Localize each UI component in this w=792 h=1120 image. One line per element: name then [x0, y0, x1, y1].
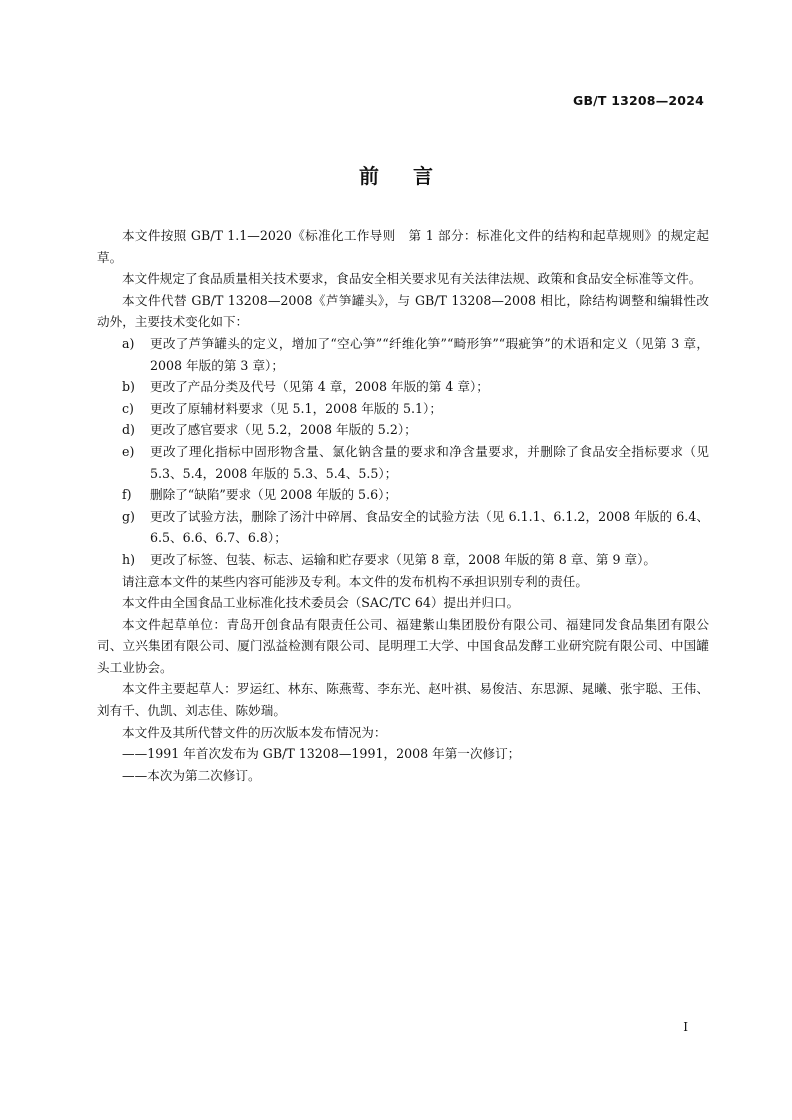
- list-item: [97, 333, 709, 376]
- preface-body: [97, 225, 709, 786]
- list-text: 更改了试验方法，删除了汤汁中碎屑、食品安全的试验方法（见 6.1.1、6.1.2，2008 年版的 6.4、6.5、6.6、6.7、6.8）；: [150, 508, 709, 546]
- list-text: 更改了理化指标中固形物含量、氯化钠含量的要求和净含量要求，并删除了食品安全指标要求（见 5.3、5.4，2008 年版的 5.3、5.4、5.5）；: [150, 443, 709, 481]
- paragraph: 本文件主要起草人：罗运红、林东、陈燕莺、李东光、赵叶祺、易俊洁、东思源、晁曦、张宇聪、王伟、刘有千、仇凯、刘志佳、陈妙瑞。: [97, 681, 709, 719]
- paragraph: 本文件起草单位：青岛开创食品有限责任公司、福建紫山集团股份有限公司、福建同发食品集团有限公司、立兴集团有限公司、厦门泓益检测有限公司、昆明理工大学、中国食品发酵工业研究院有限公司、中国罐头工业协会。: [97, 616, 709, 675]
- page-title: 前言: [359, 164, 467, 188]
- list-marker: a): [122, 335, 135, 351]
- list-text: 更改了标签、包装、标志、运输和贮存要求（见第 8 章，2008 年版的第 8 章、第 9 章）。: [150, 551, 656, 567]
- list-text: 删除了“缺陷”要求（见 2008 年版的 5.6）；: [150, 487, 397, 503]
- list-marker: f): [122, 487, 132, 503]
- list-item: [97, 484, 709, 506]
- list-marker: g): [122, 508, 135, 524]
- list-item: [97, 376, 709, 398]
- list-item: [97, 398, 709, 420]
- history-item: ——1991 年首次发布为 GB/T 13208—1991，2008 年第一次修订；: [122, 746, 521, 762]
- list-item: [97, 506, 709, 549]
- paragraph: 本文件代替 GB/T 13208—2008《芦笋罐头》，与 GB/T 13208—2008 相比，除结构调整和编辑性改动外，主要技术变化如下：: [97, 292, 709, 330]
- list-marker: e): [122, 443, 135, 459]
- paragraph: 请注意本文件的某些内容可能涉及专利。本文件的发布机构不承担识别专利的责任。: [122, 573, 588, 589]
- list-text: 更改了感官要求（见 5.2，2008 年版的 5.2）；: [150, 422, 417, 438]
- list-marker: h): [122, 551, 136, 567]
- list-marker: c): [122, 400, 134, 416]
- list-item: [97, 549, 709, 571]
- list-marker: d): [122, 422, 135, 438]
- history-item: ——本次为第二次修订。: [122, 767, 261, 783]
- list-marker: b): [122, 379, 135, 395]
- standard-code: GB/T 13208—2024: [572, 93, 704, 108]
- list-text: 更改了产品分类及代号（见第 4 章，2008 年版的第 4 章）；: [150, 379, 489, 395]
- paragraph: 本文件由全国食品工业标准化技术委员会（SAC/TC 64）提出并归口。: [122, 595, 520, 611]
- page-number: I: [683, 1020, 688, 1034]
- paragraph: 本文件规定了食品质量相关技术要求，食品安全相关要求见有关法律法规、政策和食品安全标准等文件。: [122, 271, 702, 287]
- list-item: [97, 419, 709, 441]
- changes-list: [97, 333, 709, 571]
- list-text: 更改了芦笋罐头的定义，增加了“空心笋”“纤维化笋”“畸形笋”“瑕疵笋”的术语和定义（见第 3 章，2008 年版的第 3 章）；: [150, 335, 709, 373]
- list-item: [97, 441, 709, 484]
- list-text: 更改了原辅材料要求（见 5.1，2008 年版的 5.1）；: [150, 400, 442, 416]
- paragraph: 本文件按照 GB/T 1.1—2020《标准化工作导则 第 1 部分：标准化文件的结构和起草规则》的规定起草。: [97, 228, 709, 265]
- paragraph: 本文件及其所代替文件的历次版本发布情况为：: [122, 724, 387, 740]
